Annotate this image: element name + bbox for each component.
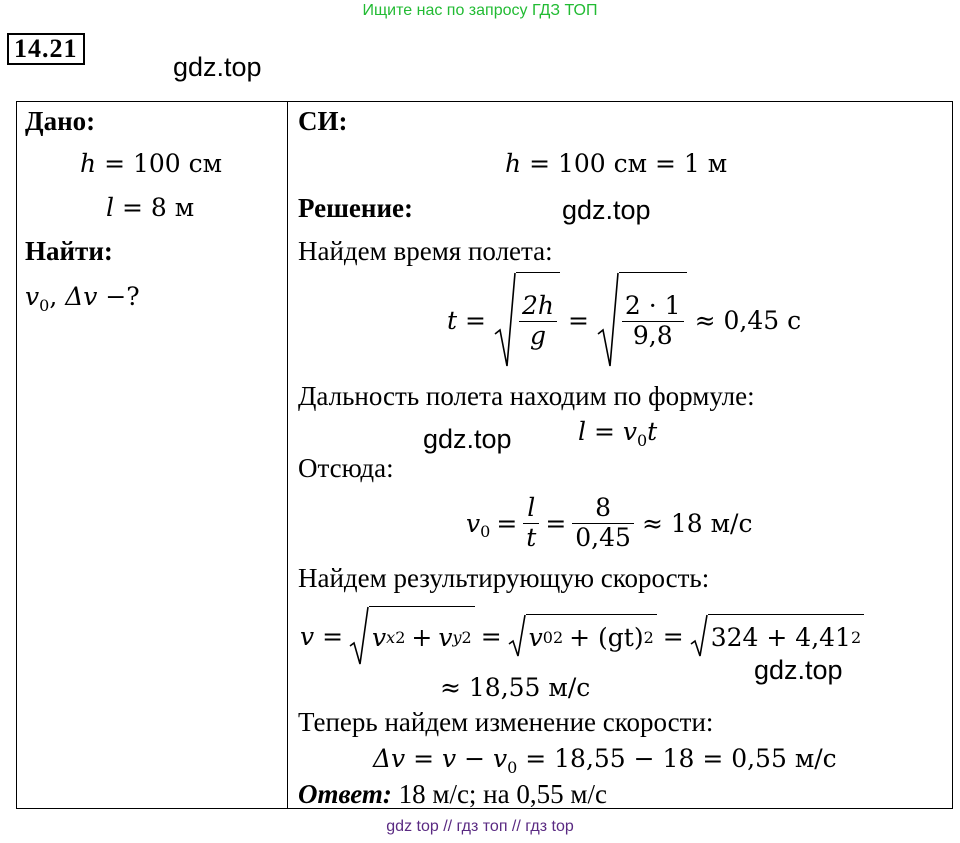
frac-den-g: g xyxy=(529,321,546,350)
res-vx: v xyxy=(372,623,387,652)
formula-range-sub: 0 xyxy=(636,431,648,450)
res-v0: v xyxy=(528,623,543,652)
res-gt-sup: 2 xyxy=(643,628,654,647)
frac-num-2h: 2h xyxy=(519,292,557,322)
si-value: = 100 см = 1 м xyxy=(529,149,728,178)
formula-range-eq: = xyxy=(593,417,615,446)
answer-label: Ответ: xyxy=(298,779,392,809)
find-expression: $v_0$, Δv −? xyxy=(25,282,140,315)
delta-v-sub: 0 xyxy=(507,758,518,777)
formula-resultant-result: ≈ 18,55 м/с xyxy=(440,673,591,702)
res-radicand-3-sup: 2 xyxy=(850,628,862,647)
formula-range-t: t xyxy=(647,417,658,446)
find-dv: Δv xyxy=(65,282,98,311)
res-vx-sub: x xyxy=(386,628,396,647)
res-vx-sup: 2 xyxy=(395,628,406,647)
find-v0-sub: 0 xyxy=(39,296,50,315)
formula-v0-v: v xyxy=(466,508,481,538)
res-vy-sub: y xyxy=(452,628,462,647)
formula-res-lhs: v = xyxy=(300,621,344,651)
solution-line-5: Теперь найдем изменение скорости: xyxy=(298,707,714,737)
frac-den-9-8: 9,8 xyxy=(632,321,673,350)
solution-line-3: Отсюда: xyxy=(298,453,394,483)
frac-num-8: 8 xyxy=(572,494,634,524)
watermark-4: gdz.top xyxy=(754,655,843,685)
given-h-value: = 100 см xyxy=(104,149,223,178)
formula-delta-v xyxy=(373,744,837,777)
sqrt-sign-3 xyxy=(349,606,475,666)
formula-v0-eq2: = xyxy=(545,508,567,538)
fraction-2-9-8 xyxy=(622,292,684,351)
find-question: −? xyxy=(105,282,140,311)
frac-num-2x1: 2 · 1 xyxy=(622,292,684,322)
formula-range-v: v xyxy=(622,417,637,446)
res-gt: + (gt) xyxy=(569,623,644,652)
formula-time-lhs: t = xyxy=(447,305,486,335)
given-l-var: l xyxy=(106,193,114,222)
top-banner: Ищите нас по запросу ГДЗ ТОП xyxy=(362,2,598,19)
frac-den-045: 0,45 xyxy=(575,522,631,552)
formula-time-result: ≈ 0,45 с xyxy=(694,305,802,335)
res-v0-sub: 0 xyxy=(542,628,553,647)
res-radicand-3: 324 + 4,41 xyxy=(710,623,851,652)
formula-time-eq: = xyxy=(567,305,589,335)
sqrt-sign-4 xyxy=(508,614,657,658)
formula-range xyxy=(578,417,657,450)
fraction-l-t xyxy=(523,494,539,553)
watermark-1: gdz.top xyxy=(173,52,262,82)
sqrt-sign-1 xyxy=(494,272,560,368)
solution-line-4: Найдем результирующую скорость: xyxy=(298,563,710,593)
formula-range-l: l xyxy=(578,417,586,446)
given-l-value: = 8 м xyxy=(121,193,195,222)
res-eq1: = xyxy=(480,621,502,651)
solution-label: Решение: xyxy=(298,193,413,223)
formula-resultant xyxy=(300,605,864,667)
given-h xyxy=(80,149,222,178)
delta-v-rhs: = 18,55 − 18 = 0,55 м/с xyxy=(525,744,837,773)
given-l xyxy=(106,193,194,222)
sqrt-sign-5 xyxy=(690,614,864,658)
solution-line-1: Найдем время полета: xyxy=(298,236,553,266)
find-v0: v xyxy=(25,282,40,311)
res-vy-sup: 2 xyxy=(461,628,472,647)
formula-time xyxy=(447,270,801,370)
solution-line-2: Дальность полета находим по формуле: xyxy=(298,381,755,411)
formula-v0-result: ≈ 18 м/с xyxy=(641,508,753,538)
given-h-var: h xyxy=(80,149,97,178)
answer-line xyxy=(298,779,607,810)
fraction-2h-g xyxy=(519,292,557,351)
watermark-2: gdz.top xyxy=(562,195,651,225)
given-label: Дано: xyxy=(25,106,96,136)
formula-v0-sub: 0 xyxy=(480,522,491,541)
find-label: Найти: xyxy=(25,236,113,266)
column-divider xyxy=(287,101,288,809)
res-v0-sup: 2 xyxy=(552,628,564,647)
fraction-8-045 xyxy=(572,494,634,553)
watermark-3: gdz.top xyxy=(423,424,512,454)
frac-den-t: t xyxy=(526,522,537,552)
si-var: h xyxy=(505,149,522,178)
answer-text: 18 м/с; на 0,55 м/с xyxy=(398,779,607,809)
res-vy: v xyxy=(438,623,453,652)
res-eq2: = xyxy=(662,621,684,651)
footer-links: gdz top // гдз топ // гдз top xyxy=(386,818,574,835)
formula-v0 xyxy=(466,487,752,559)
formula-v0-eq1: = xyxy=(496,508,518,538)
delta-v-lhs: Δv = v − v xyxy=(373,744,508,773)
problem-number: 14.21 xyxy=(7,33,85,65)
frac-num-l: l xyxy=(523,494,539,524)
res-plus: + xyxy=(411,623,433,652)
sqrt-sign-2 xyxy=(597,272,687,368)
si-conversion xyxy=(505,149,727,178)
si-label: СИ: xyxy=(298,106,348,136)
